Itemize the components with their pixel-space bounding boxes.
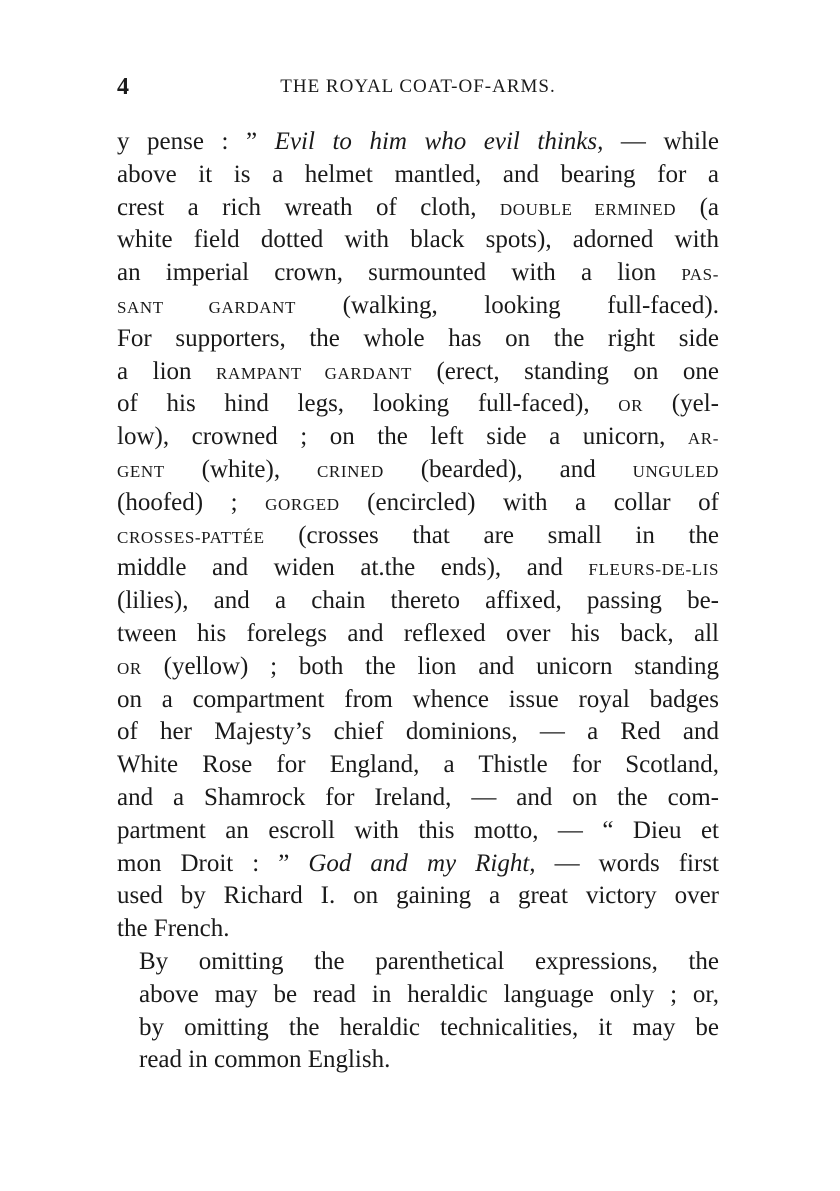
text-line [117, 159, 719, 192]
text-line [117, 651, 719, 684]
text-segment: of her Majesty’s chief dominions, — a Red and [117, 718, 719, 746]
running-head: THE ROYAL COAT-OF-ARMS. [280, 76, 556, 97]
text-segment: (white), [164, 455, 317, 483]
text-segment: above may be read in heraldic language only ; or, [139, 980, 719, 1008]
text-segment: (walking, looking full-faced). [295, 291, 719, 319]
text-segment: (lilies), and a chain thereto affixed, passing be- [117, 587, 719, 615]
text-segment: (hoofed) ; [117, 488, 266, 516]
text-line [117, 782, 719, 815]
text-line [117, 126, 719, 159]
text-segment: crest a rich wreath of cloth, [117, 193, 500, 221]
small-caps-term: DOUBLE ERMINED [499, 199, 677, 219]
text-line [117, 356, 719, 389]
text-segment: (bearded), and [383, 455, 633, 483]
small-caps-term: OR [117, 658, 142, 678]
small-caps-term: SANT GARDANT [117, 297, 296, 317]
text-segment: (yellow) ; both the lion and unicorn standing [141, 652, 719, 680]
text-line [117, 1012, 719, 1045]
text-segment: low), crowned ; on the left side a unicorn, [117, 423, 688, 451]
text-line [117, 290, 719, 323]
text-segment: tween his forelegs and reflexed over his back, all [117, 619, 719, 647]
text-segment: — words first [535, 849, 719, 877]
paragraph [117, 126, 719, 946]
page-header [117, 72, 719, 102]
small-caps-term: GENT [117, 461, 165, 481]
text-segment: partment an escroll with this motto, — “ Dieu et [117, 816, 719, 844]
small-caps-term: GORGED [265, 494, 340, 514]
text-segment: (crosses that are small in the [264, 521, 719, 549]
text-line [117, 848, 719, 881]
small-caps-term: CROSSES-PATTÉE [117, 527, 265, 547]
text-line [117, 684, 719, 717]
small-caps-term: AR- [687, 429, 719, 449]
small-caps-term: FLEURS-DE-LIS [588, 560, 719, 580]
book-page [117, 72, 719, 1077]
text-line [117, 618, 719, 651]
text-segment: white field dotted with black spots), adorned with [117, 226, 719, 254]
text-segment: on a compartment from whence issue royal badges [117, 685, 719, 713]
text-line [117, 749, 719, 782]
text-line [117, 1044, 719, 1077]
italic-text: Evil to him who evil thinks, [274, 128, 604, 155]
paragraph [117, 946, 719, 1077]
small-caps-term: RAMPANT GARDANT [216, 363, 412, 383]
text-line [117, 880, 719, 913]
text-line [117, 520, 719, 553]
text-segment: mon Droit : ” [117, 849, 309, 877]
text-segment: an imperial crown, surmounted with a lion [117, 259, 682, 287]
page-number: 4 [117, 74, 129, 100]
text-segment: White Rose for England, a Thistle for Scotland, [117, 751, 719, 779]
text-line [117, 979, 719, 1012]
text-line [117, 716, 719, 749]
text-segment: and a Shamrock for Ireland, — and on the com- [117, 783, 719, 811]
text-line [117, 552, 719, 585]
text-segment: read in common English. [139, 1046, 391, 1074]
small-caps-term: UNGULED [632, 461, 719, 481]
text-line [117, 323, 719, 356]
text-segment: — while [603, 128, 720, 155]
text-segment: by omitting the heraldic technicalities, it may be [139, 1013, 719, 1041]
text-segment: the French. [117, 915, 230, 943]
text-segment: (yel- [643, 390, 719, 418]
text-line [117, 192, 719, 225]
small-caps-term: PAS- [681, 265, 719, 285]
text-line [117, 946, 719, 979]
text-segment: above it is a helmet mantled, and bearing for a [117, 160, 719, 188]
text-segment: used by Richard I. on gaining a great victory over [117, 882, 719, 910]
small-caps-term: OR [618, 396, 644, 416]
text-line [117, 585, 719, 618]
text-segment: of his hind legs, looking full-faced), [117, 390, 619, 418]
italic-text: God and my Right, [308, 849, 536, 877]
small-caps-term: CRINED [316, 461, 384, 481]
text-line [117, 815, 719, 848]
text-line [117, 913, 719, 946]
text-segment: For supporters, the whole has on the right side [117, 324, 719, 352]
text-segment: a lion [117, 357, 217, 385]
text-line [117, 421, 719, 454]
text-segment: middle and widen at.the ends), and [117, 554, 589, 582]
body-text [117, 126, 719, 1077]
text-segment: (a [676, 193, 720, 221]
text-line [117, 224, 719, 257]
text-segment: (erect, standing on one [411, 357, 719, 385]
text-line [117, 257, 719, 290]
text-segment: By omitting the parenthetical expressions, the [139, 947, 719, 975]
text-segment: y pense : ” [117, 128, 275, 155]
text-line [117, 487, 719, 520]
text-line [117, 388, 719, 421]
text-segment: (encircled) with a collar of [339, 488, 719, 516]
text-line [117, 454, 719, 487]
